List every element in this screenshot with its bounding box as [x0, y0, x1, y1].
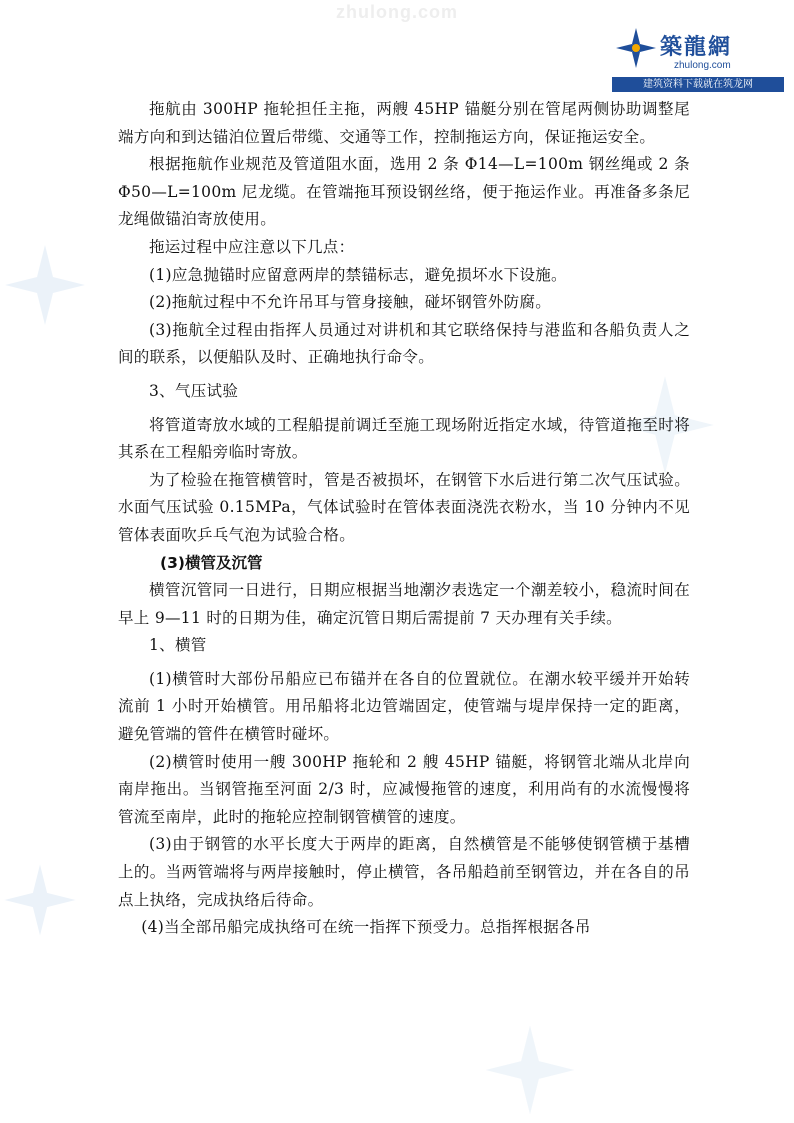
list-item: (4)当全部吊船完成执络可在统一指挥下预受力。总指挥根据各吊 [141, 918, 591, 937]
list-item: (3)由于钢管的水平长度大于两岸的距离，自然横管是不能够使钢管横于基槽上的。当两管端将与两岸接触时，停止横管，各吊船趋前至钢管边，并在各自的吊点上执络，完成执络后待命。 [118, 835, 690, 909]
paragraph: 拖航由 300HP 拖轮担任主拖，两艘 45HP 锚艇分别在管尾两侧协助调整尾端方向和到达锚泊位置后带缆、交通等工作，控制拖运方向，保证拖运安全。 [118, 100, 690, 146]
paragraph: 将管道寄放水域的工程船提前调迁至施工现场附近指定水域，待管道拖至时将其系在工程船旁临时寄放。 [118, 415, 690, 462]
snowflake-logo-icon [614, 26, 658, 70]
paragraph: 横管沉管同一日进行，日期应根据当地潮汐表选定一个潮差较小，稳流时间在早上 9—11 时的日期为佳，确定沉管日期后需提前 7 天办理有关手续。 [118, 581, 690, 627]
snowflake-watermark-icon [0, 860, 80, 940]
logo-url: zhulong.com [674, 60, 731, 71]
paragraph: 为了检验在拖管横管时，管是否被损坏，在钢管下水后进行第二次气压试验。水面气压试验 0.15MPa，气体试验时在管体表面浇洗衣粉水，当 10 分钟内不见管体表面吹乒乓气泡为试验合格。 [118, 470, 690, 544]
snowflake-watermark-icon [0, 240, 90, 330]
list-item: (1)应急抛锚时应留意两岸的禁锚标志，避免损坏水下设施。 [149, 265, 567, 284]
watermark-text: zhulong.com [336, 2, 458, 22]
paragraph: 拖运过程中应注意以下几点： [149, 237, 355, 256]
section-heading: (3)横管及沉管 [160, 553, 263, 572]
list-item: (1)横管时大部份吊船应已布锚并在各自的位置就位。在潮水较平缓并开始转流前 1 小时开始横管。用吊船将北边管端固定，使管端与堤岸保持一定的距离，避免管端的管件在横管时碰坏。 [118, 669, 690, 744]
logo-name: 築龍網 [660, 34, 733, 60]
site-logo [612, 22, 784, 94]
list-item: (2)横管时使用一艘 300HP 拖轮和 2 艘 45HP 锚艇，将钢管北端从北岸向南岸拖出。当钢管拖至河面 2/3 时，应减慢拖管的速度，利用尚有的水流慢慢将管流至南岸，此时的拖轮应控制钢管横管的速度。 [118, 752, 690, 826]
subsection-heading: 3、气压试验 [149, 381, 239, 400]
snowflake-watermark-icon [480, 1020, 580, 1120]
logo-banner: 建筑资料下载就在筑龙网 [612, 77, 784, 92]
document-body [118, 96, 690, 942]
list-item: (2)拖航过程中不允许吊耳与管身接触，碰坏钢管外防腐。 [149, 293, 552, 312]
paragraph: 根据拖航作业规范及管道阻水面，选用 2 条 Φ14—L=100m 钢丝绳或 2 条 Φ50—L=100m 尼龙缆。在管端拖耳预设钢丝络，便于拖运作业。再准备多条尼龙绳做锚泊寄放使用。 [118, 155, 690, 229]
subsection-heading: 1、横管 [149, 636, 207, 655]
list-item: (3)拖航全过程由指挥人员通过对讲机和其它联络保持与港监和各船负责人之间的联系，以便船队及时、正确地执行命令。 [118, 320, 690, 367]
